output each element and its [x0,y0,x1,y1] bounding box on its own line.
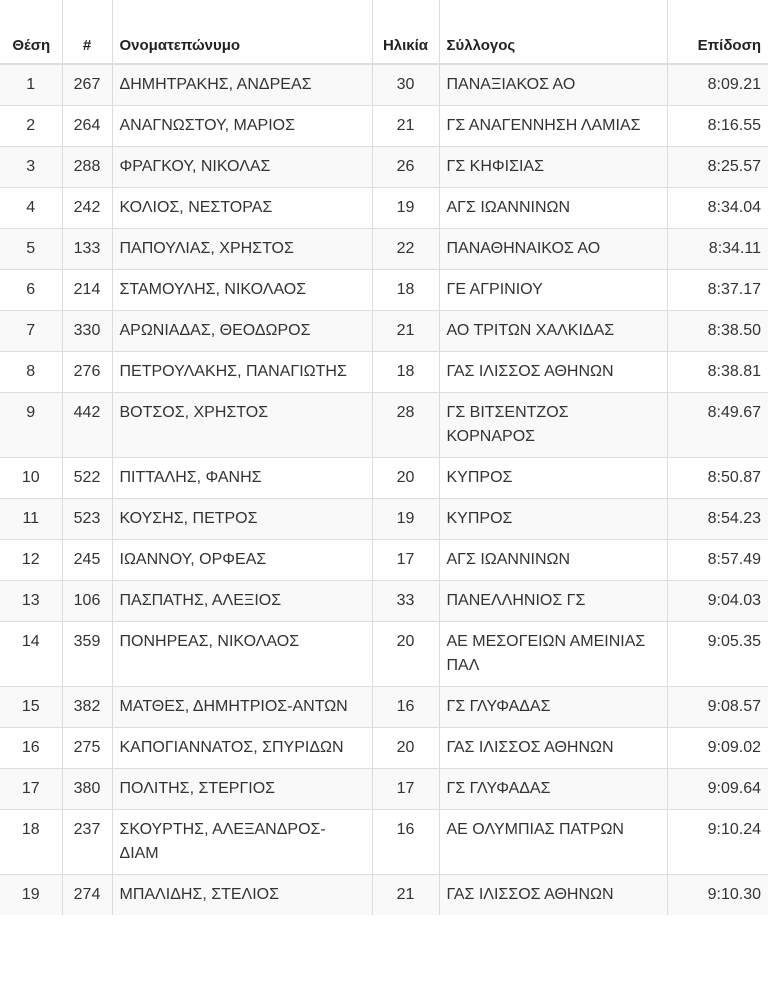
cell-athlete-name: ΔΗΜΗΤΡΑΚΗΣ, ΑΝΔΡΕΑΣ [112,64,372,106]
cell-club: ΓΣ ΓΛΥΦΑΔΑΣ [439,687,667,728]
header-bib: # [62,0,112,64]
table-row [0,147,768,188]
cell-bib: 264 [62,106,112,147]
results-table-body [0,64,768,915]
table-row [0,622,768,687]
table-row [0,499,768,540]
cell-position: 19 [0,875,62,916]
table-row [0,769,768,810]
cell-club: ΑΟ ΤΡΙΤΩΝ ΧΑΛΚΙΔΑΣ [439,311,667,352]
cell-age: 21 [372,311,439,352]
cell-time: 9:09.64 [667,769,768,810]
cell-bib: 274 [62,875,112,916]
table-row [0,270,768,311]
cell-age: 16 [372,687,439,728]
cell-age: 16 [372,810,439,875]
cell-bib: 276 [62,352,112,393]
cell-athlete-name: ΠΑΣΠΑΤΗΣ, ΑΛΕΞΙΟΣ [112,581,372,622]
header-row [0,0,768,64]
cell-bib: 237 [62,810,112,875]
cell-athlete-name: ΚΟΥΣΗΣ, ΠΕΤΡΟΣ [112,499,372,540]
cell-time: 9:08.57 [667,687,768,728]
cell-bib: 330 [62,311,112,352]
cell-club: ΠΑΝΑΞΙΑΚΟΣ ΑΟ [439,64,667,106]
cell-club: ΓΑΣ ΙΛΙΣΣΟΣ ΑΘΗΝΩΝ [439,875,667,916]
cell-time: 8:16.55 [667,106,768,147]
cell-position: 1 [0,64,62,106]
cell-club: ΓΑΣ ΙΛΙΣΣΟΣ ΑΘΗΝΩΝ [439,728,667,769]
cell-age: 22 [372,229,439,270]
cell-club: ΠΑΝΕΛΛΗΝΙΟΣ ΓΣ [439,581,667,622]
cell-bib: 380 [62,769,112,810]
cell-age: 33 [372,581,439,622]
cell-athlete-name: ΠΙΤΤΑΛΗΣ, ΦΑΝΗΣ [112,458,372,499]
cell-club: ΓΣ ΒΙΤΣΕΝΤΖΟΣ ΚΟΡΝΑΡΟΣ [439,393,667,458]
cell-bib: 133 [62,229,112,270]
header-name: Ονοματεπώνυμο [112,0,372,64]
cell-time: 9:09.02 [667,728,768,769]
cell-bib: 214 [62,270,112,311]
cell-position: 10 [0,458,62,499]
cell-time: 8:34.11 [667,229,768,270]
cell-athlete-name: ΠΟΛΙΤΗΣ, ΣΤΕΡΓΙΟΣ [112,769,372,810]
cell-time: 8:49.67 [667,393,768,458]
cell-position: 17 [0,769,62,810]
cell-club: ΚΥΠΡΟΣ [439,458,667,499]
cell-bib: 522 [62,458,112,499]
cell-bib: 267 [62,64,112,106]
table-row [0,810,768,875]
cell-position: 2 [0,106,62,147]
cell-bib: 359 [62,622,112,687]
table-row [0,188,768,229]
cell-time: 8:09.21 [667,64,768,106]
cell-age: 17 [372,540,439,581]
cell-athlete-name: ΠΕΤΡΟΥΛΑΚΗΣ, ΠΑΝΑΓΙΩΤΗΣ [112,352,372,393]
cell-club: ΑΕ ΜΕΣΟΓΕΙΩΝ ΑΜΕΙΝΙΑΣ ΠΑΛ [439,622,667,687]
cell-athlete-name: ΣΤΑΜΟΥΛΗΣ, ΝΙΚΟΛΑΟΣ [112,270,372,311]
results-table-header [0,0,768,64]
cell-athlete-name: ΚΟΛΙΟΣ, ΝΕΣΤΟΡΑΣ [112,188,372,229]
cell-athlete-name: ΠΟΝΗΡΕΑΣ, ΝΙΚΟΛΑΟΣ [112,622,372,687]
cell-athlete-name: ΣΚΟΥΡΤΗΣ, ΑΛΕΞΑΝΔΡΟΣ-ΔΙΑΜ [112,810,372,875]
cell-athlete-name: ΑΡΩΝΙΑΔΑΣ, ΘΕΟΔΩΡΟΣ [112,311,372,352]
cell-time: 8:37.17 [667,270,768,311]
table-row [0,311,768,352]
cell-position: 9 [0,393,62,458]
cell-age: 21 [372,106,439,147]
cell-athlete-name: ΑΝΑΓΝΩΣΤΟΥ, ΜΑΡΙΟΣ [112,106,372,147]
cell-age: 30 [372,64,439,106]
cell-position: 12 [0,540,62,581]
cell-club: ΓΑΣ ΙΛΙΣΣΟΣ ΑΘΗΝΩΝ [439,352,667,393]
cell-age: 21 [372,875,439,916]
table-row [0,352,768,393]
cell-time: 8:38.81 [667,352,768,393]
table-row [0,64,768,106]
cell-age: 18 [372,352,439,393]
cell-time: 8:34.04 [667,188,768,229]
table-row [0,728,768,769]
cell-athlete-name: ΙΩΑΝΝΟΥ, ΟΡΦΕΑΣ [112,540,372,581]
cell-time: 8:54.23 [667,499,768,540]
header-time: Επίδοση [667,0,768,64]
cell-position: 7 [0,311,62,352]
cell-club: ΠΑΝΑΘΗΝΑΙΚΟΣ ΑΟ [439,229,667,270]
cell-position: 13 [0,581,62,622]
cell-bib: 382 [62,687,112,728]
cell-age: 17 [372,769,439,810]
cell-age: 20 [372,458,439,499]
header-position: Θέση [0,0,62,64]
cell-athlete-name: ΜΠΑΛΙΔΗΣ, ΣΤΕΛΙΟΣ [112,875,372,916]
cell-bib: 523 [62,499,112,540]
cell-age: 19 [372,188,439,229]
cell-position: 14 [0,622,62,687]
cell-position: 3 [0,147,62,188]
cell-club: ΑΓΣ ΙΩΑΝΝΙΝΩΝ [439,540,667,581]
cell-position: 5 [0,229,62,270]
cell-club: ΓΣ ΚΗΦΙΣΙΑΣ [439,147,667,188]
cell-club: ΚΥΠΡΟΣ [439,499,667,540]
cell-position: 16 [0,728,62,769]
cell-time: 9:10.24 [667,810,768,875]
cell-club: ΓΣ ΑΝΑΓΕΝΝΗΣΗ ΛΑΜΙΑΣ [439,106,667,147]
table-row [0,581,768,622]
header-age: Ηλικία [372,0,439,64]
cell-club: ΓΣ ΓΛΥΦΑΔΑΣ [439,769,667,810]
cell-age: 20 [372,622,439,687]
cell-athlete-name: ΜΑΤΘΕΣ, ΔΗΜΗΤΡΙΟΣ-ΑΝΤΩΝ [112,687,372,728]
cell-bib: 442 [62,393,112,458]
cell-time: 9:04.03 [667,581,768,622]
cell-position: 4 [0,188,62,229]
table-row [0,687,768,728]
cell-club: ΑΕ ΟΛΥΜΠΙΑΣ ΠΑΤΡΩΝ [439,810,667,875]
table-row [0,229,768,270]
cell-time: 9:10.30 [667,875,768,916]
cell-time: 9:05.35 [667,622,768,687]
cell-age: 20 [372,728,439,769]
cell-time: 8:50.87 [667,458,768,499]
cell-athlete-name: ΠΑΠΟΥΛΙΑΣ, ΧΡΗΣΤΟΣ [112,229,372,270]
cell-position: 15 [0,687,62,728]
cell-bib: 242 [62,188,112,229]
cell-club: ΑΓΣ ΙΩΑΝΝΙΝΩΝ [439,188,667,229]
cell-time: 8:25.57 [667,147,768,188]
table-row [0,106,768,147]
cell-bib: 275 [62,728,112,769]
cell-age: 26 [372,147,439,188]
table-row [0,540,768,581]
cell-athlete-name: ΦΡΑΓΚΟΥ, ΝΙΚΟΛΑΣ [112,147,372,188]
cell-athlete-name: ΒΟΤΣΟΣ, ΧΡΗΣΤΟΣ [112,393,372,458]
cell-age: 18 [372,270,439,311]
cell-age: 19 [372,499,439,540]
cell-bib: 288 [62,147,112,188]
cell-position: 18 [0,810,62,875]
cell-bib: 245 [62,540,112,581]
cell-position: 8 [0,352,62,393]
cell-athlete-name: ΚΑΠΟΓΙΑΝΝΑΤΟΣ, ΣΠΥΡΙΔΩΝ [112,728,372,769]
cell-time: 8:38.50 [667,311,768,352]
header-club: Σύλλογος [439,0,667,64]
cell-time: 8:57.49 [667,540,768,581]
table-row [0,458,768,499]
cell-age: 28 [372,393,439,458]
cell-club: ΓΕ ΑΓΡΙΝΙΟΥ [439,270,667,311]
cell-position: 11 [0,499,62,540]
table-row [0,393,768,458]
cell-position: 6 [0,270,62,311]
cell-bib: 106 [62,581,112,622]
table-row [0,875,768,916]
